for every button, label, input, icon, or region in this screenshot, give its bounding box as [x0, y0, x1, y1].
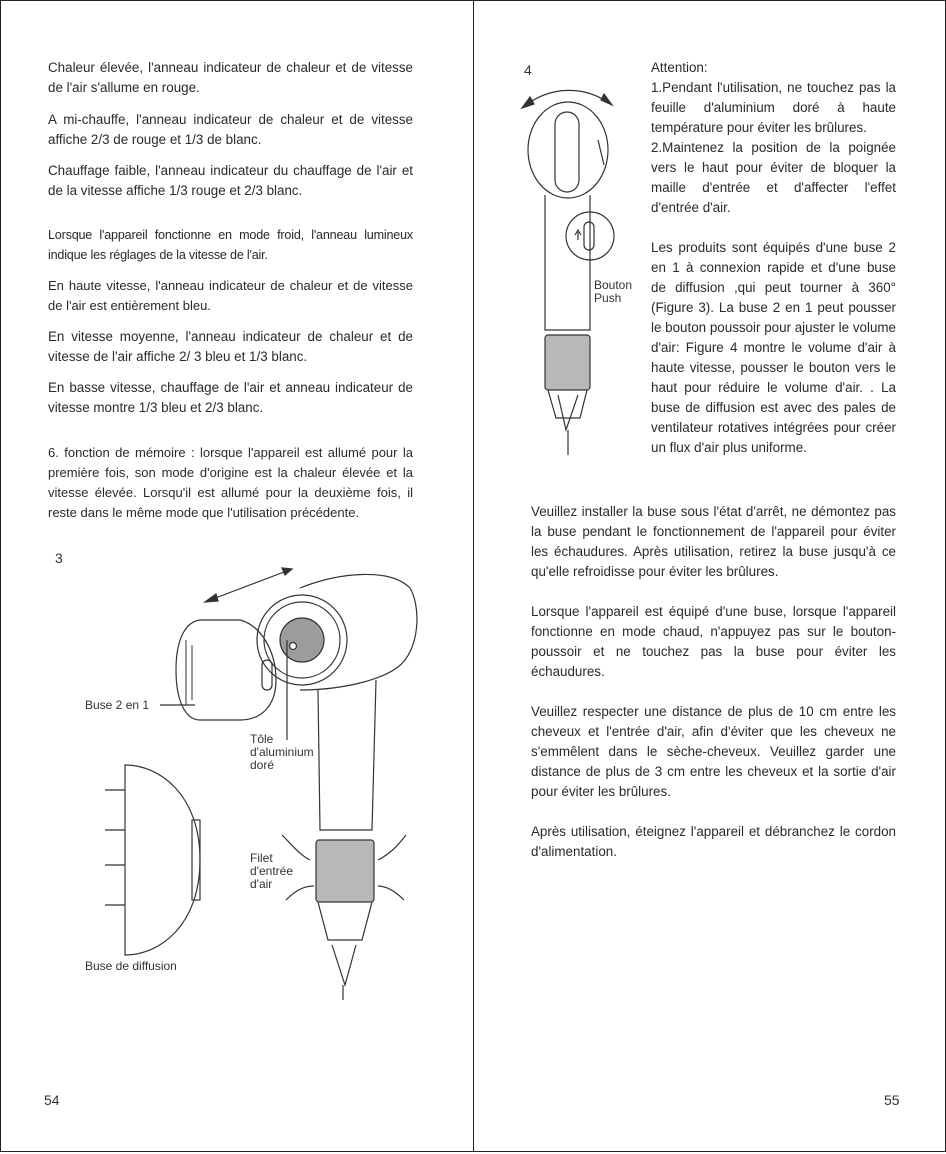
dryer-side-mark [598, 140, 604, 165]
label-push-button: Bouton Push [594, 278, 633, 305]
label-diffuser: Buse de diffusion [85, 959, 177, 973]
push-up-arrow [575, 230, 581, 240]
paragraph-after-use: Après utilisation, éteignez l'appareil et débranchez le cordon d'alimentation. [531, 824, 896, 859]
attention-item-1: 1.Pendant l'utilisation, ne touchez pas la feuille d'aluminium doré à haute température pour éviter les brûlures. [651, 80, 896, 135]
paragraph-high-heat: Chaleur élevée, l'anneau indicateur de chaleur et de vitesse de l'air s'allume en rouge. [48, 60, 413, 95]
side-intake-filter [545, 335, 590, 390]
dryer-side-slot [555, 112, 579, 192]
dryer-side-top [528, 102, 608, 198]
dryer-side-handle [545, 195, 590, 330]
rotate-arrow-head-right [601, 94, 612, 105]
paragraph-low-speed: En basse vitesse, chauffage de l'air et anneau indicateur de vitesse montre 1/3 bleu et 2/3 blanc. [48, 380, 413, 415]
page-number-left: 54 [44, 1092, 60, 1108]
paragraph-nozzle-description: Les produits sont équipés d'une buse 2 en 1 à connexion rapide et d'une buse de diffusion ,qui peut tourner à 360°(Figure 3). La buse 2 en 1 peut pousser le bouton poussoir pour ajuster le volume d'air: Figure 4 montre le volume d'air à haute vitesse, pousser le bouton vers le haut pour réduire le volume d'air. . La buse de diffusion est avec des pales de ventilateur rotatives intégrées pour créer un flux d'air plus uniforme. [651, 240, 896, 455]
paragraph-mid-heat: A mi-chauffe, l'anneau indicateur de chaleur et de vitesse affiche 2/3 de rouge et 1/3 de blanc. [48, 112, 413, 147]
paragraph-high-speed: En haute vitesse, l'anneau indicateur de chaleur et de vitesse de l'air est entièrement bleu. [48, 278, 413, 313]
paragraph-install-nozzle: Veuillez installer la buse sous l'état d'arrêt, ne démontez pas la buse pendant le fonctionnement de l'appareil pour éviter les échaudures. Après utilisation, retirez la buse jusqu'à ce qu'elle refroidisse pour éviter les brûlures. [531, 504, 896, 579]
rotate-arrow [522, 90, 612, 108]
label-air-intake-filter: Filet d'entrée d'air [250, 851, 293, 891]
attention-item-2: 2.Maintenez la position de la poignée vers le haut pour éviter de bloquer la maille d'entrée et d'affecter l'effet d'entrée d'air. [651, 140, 896, 215]
side-handle-base [548, 390, 587, 418]
attention-heading: Attention: [651, 60, 708, 75]
paragraph-distance-warning: Veuillez respecter une distance de plus de 10 cm entre les cheveux et l'entrée d'air, afin d'éviter que les cheveux ne s'emmêlent dans le sèche-cheveux. Veuillez garder une distance de plus de 3 cm entre les cheveux et la sortie d'air pour éviter les brûlures. [531, 704, 896, 799]
label-aluminium-foil: Tôle d'aluminium doré [250, 732, 314, 772]
paragraph-memory-function: 6. fonction de mémoire : lorsque l'appareil est allumé pour la première fois, son mode d'origine est la chaleur élevée et la vitesse élevée. Lorsqu'il est allumé pour la deuxième fois, il reste dans le même mode que l'utilisation précédente. [48, 445, 413, 520]
paragraph-hot-mode-warning: Lorsque l'appareil est équipé d'une buse, lorsque l'appareil fonctionne en mode chaud, n'appuyez pas sur le bouton-poussoir et ne touchez pas la buse pour éviter les échaudures. [531, 604, 896, 679]
push-button [584, 222, 594, 250]
rotate-arrow-head-left [522, 97, 534, 108]
side-cord-sleeve [558, 395, 578, 430]
figure-4-number: 4 [524, 62, 532, 78]
paragraph-cold-mode: Lorsque l'appareil fonctionne en mode froid, l'anneau lumineux indique les réglages de la vitesse de l'air. [48, 228, 413, 262]
label-nozzle-2-in-1: Buse 2 en 1 [85, 698, 150, 712]
paragraph-low-heat: Chauffage faible, l'anneau indicateur du chauffage de l'air et de la vitesse affiche 1/3 rouge et 2/3 blanc. [48, 163, 413, 198]
paragraph-mid-speed: En vitesse moyenne, l'anneau indicateur de chaleur et de vitesse de l'air affiche 2/ 3 bleu et 1/3 blanc. [48, 329, 413, 364]
page-number-right: 55 [884, 1092, 900, 1108]
figure-3-number: 3 [55, 550, 63, 566]
